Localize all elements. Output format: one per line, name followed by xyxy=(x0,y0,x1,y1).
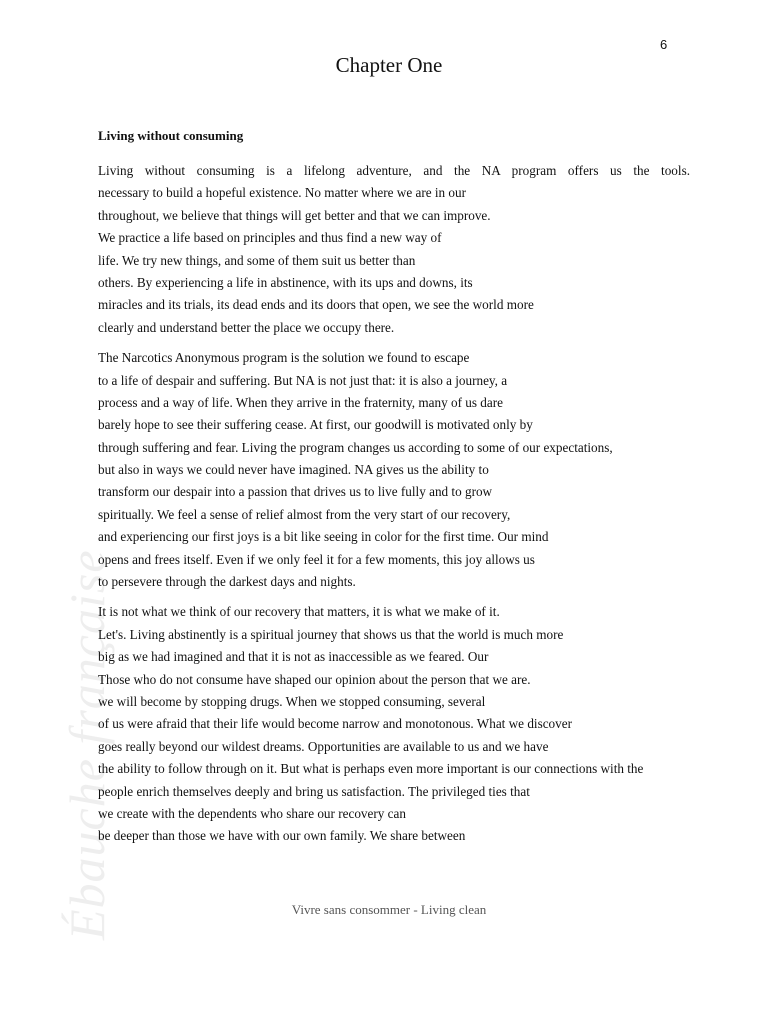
text-line: we will become by stopping drugs. When we stopped consuming, several xyxy=(98,693,486,709)
text-line: goes really beyond our wildest dreams. Opportunities are available to us and we have xyxy=(98,738,549,754)
text-line: opens and frees itself. Even if we only feel it for a few moments, this joy allows us xyxy=(98,551,535,567)
paragraph xyxy=(98,160,690,339)
text-line: life. We try new things, and some of them suit us better than xyxy=(98,252,416,268)
text-line: Living without consuming is a lifelong adventure, and the NA program offers us the tools. xyxy=(98,163,690,178)
page-number: 6 xyxy=(660,37,668,52)
chapter-title: Chapter One xyxy=(335,53,443,77)
text-line: The Narcotics Anonymous program is the solution we found to escape xyxy=(98,350,470,366)
section-heading: Living without consuming xyxy=(98,128,244,143)
text-line: clearly and understand better the place we occupy there. xyxy=(98,319,395,335)
text-line: Those who do not consume have shaped our opinion about the person that we are. xyxy=(98,671,531,687)
text-line: Let's. Living abstinently is a spiritual journey that shows us that the world is much more xyxy=(98,626,564,642)
text-line: and experiencing our first joys is a bit like seeing in color for the first time. Our mind xyxy=(98,529,549,545)
text-line: process and a way of life. When they arrive in the fraternity, many of us dare xyxy=(98,394,503,410)
text-line: to a life of despair and suffering. But NA is not just that: it is also a journey, a xyxy=(98,372,508,388)
text-line: throughout, we believe that things will get better and that we can improve. xyxy=(98,207,491,223)
text-line: necessary to build a hopeful existence. No matter where we are in our xyxy=(98,185,467,201)
page-footer: Vivre sans consommer - Living clean xyxy=(291,902,487,917)
text-line: but also in ways we could never have imagined. NA gives us the ability to xyxy=(98,462,489,478)
paragraph xyxy=(98,601,690,847)
text-line: the ability to follow through on it. But what is perhaps even more important is our connections with the xyxy=(98,761,644,777)
draft-watermark-text: Ébauche française xyxy=(59,549,115,940)
text-line: miracles and its trials, its dead ends and its doors that open, we see the world more xyxy=(98,297,534,313)
text-line: It is not what we think of our recovery that matters, it is what we make of it. xyxy=(98,604,500,620)
text-line: barely hope to see their suffering cease. At first, our goodwill is motivated only by xyxy=(98,417,533,433)
text-line: others. By experiencing a life in abstinence, with its ups and downs, its xyxy=(98,274,473,290)
text-line: be deeper than those we have with our own family. We share between xyxy=(98,828,466,844)
text-line: we create with the dependents who share our recovery can xyxy=(98,805,406,821)
text-line: big as we had imagined and that it is not as inaccessible as we feared. Our xyxy=(98,649,489,665)
text-line: transform our despair into a passion that drives us to live fully and to grow xyxy=(98,484,493,500)
text-line: to persevere through the darkest days and nights. xyxy=(98,574,356,590)
text-line: of us were afraid that their life would become narrow and monotonous. What we discover xyxy=(98,716,572,732)
text-line: people enrich themselves deeply and bring us satisfaction. The privileged ties that xyxy=(98,783,530,799)
text-line: through suffering and fear. Living the program changes us according to some of our expectations, xyxy=(98,439,613,455)
text-line: We practice a life based on principles and thus find a new way of xyxy=(98,230,442,246)
body-text xyxy=(98,160,690,856)
text-line: spiritually. We feel a sense of relief almost from the very start of our recovery, xyxy=(98,506,511,522)
paragraph xyxy=(98,347,690,593)
